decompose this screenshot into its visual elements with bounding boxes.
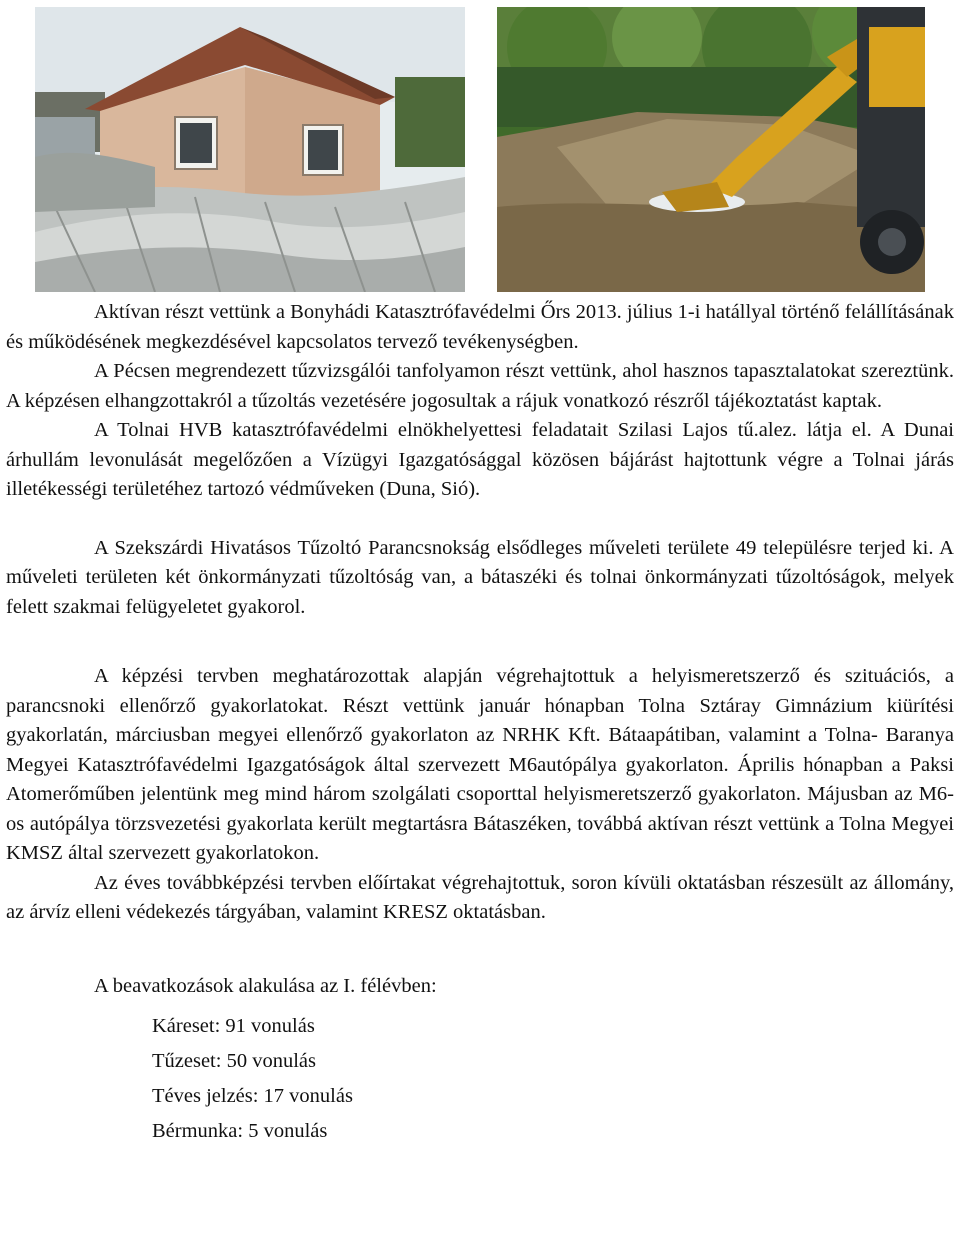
paragraph-operational-area: A Szekszárdi Hivatásos Tűzoltó Parancsnokság elsődleges műveleti területe 49 településre terjed ki. A műveleti területen két önkormányzati tűzoltóság van, a bátaszéki és tolnai önkormányzati tűzoltóságok, melyek felett szakmai felügyeletet gyakorol.	[6, 536, 954, 618]
paragraph-exercises: A képzési tervben meghatározottak alapján végrehajtottuk a helyismeretszerző és szituációs, a parancsnoki ellenőrző gyakorlatokat. Részt vettünk január hónapban Tolna Sztáray Gimnázium kiürítési gyakorlatán, márciusban megyei ellenőrző gyakorlaton az NRHK Kft. Bátaapátiban, valamint a Tolna- Baranya Megyei Katasztrófavédelmi Igazgatóságok által szervezett M6autópálya gyakorlaton. Április hónapban a Paksi Atomerőműben jelentünk meg mind három szolgálati csoporttal helyismeretszerző gyakorlaton. Májusban az M6-os autópálya törzsvezetési gyakorlata került megtartásra Bátaszéken, továbbá aktívan részt vettünk a Tolna Megyei KMSZ által szervezett gyakorlatokon.	[6, 665, 954, 864]
stats-item: Bérmunka: 5 vonulás	[152, 1120, 328, 1142]
stats-list	[152, 1009, 954, 1149]
report-body	[6, 298, 954, 1149]
paragraph-bonyhad: Aktívan részt vettünk a Bonyhádi Katasztrófavédelmi Őrs 2013. július 1-i hatállyal történő felállításának és működésének megkezdésével kapcsolatos tervező tevékenységben.	[6, 301, 954, 353]
stats-item: Káreset: 91 vonulás	[152, 1015, 315, 1037]
stats-heading: A beavatkozások alakulása az I. félévben:	[94, 974, 437, 997]
flood-river-excavator-photo	[497, 7, 925, 292]
flood-house-illustration	[35, 7, 465, 292]
flood-house-photo	[35, 7, 465, 292]
river-excavator-illustration	[497, 7, 925, 292]
stats-item: Téves jelzés: 17 vonulás	[152, 1085, 353, 1107]
paragraph-further-training: Az éves továbbképzési tervben előírtakat végrehajtottuk, soron kívüli oktatásban részesült az állomány, az árvíz elleni védekezés tárgyában, valamint KRESZ oktatásban.	[6, 871, 954, 923]
paragraph-flood-defense: A Tolnai HVB katasztrófavédelmi elnökhelyettesi feladatait Szilasi Lajos tű.alez. látja el. A Dunai árhullám levonulását megelőzően a Vízügyi Igazgatósággal közösen bájárást hajtottunk végre a Tolnai járás illetékességi területéhez tartozó védműveken (Duna, Sió).	[6, 419, 954, 500]
paragraph-training-pecs: A Pécsen megrendezett tűzvizsgálói tanfolyamon részt vettünk, ahol hasznos tapasztalatokat szereztünk. A képzésen elhangzottakról a tűzoltás vezetésére jogosultak a rájuk vonatkozó részről tájékoztatást kaptak.	[6, 360, 954, 412]
stats-item: Tűzeset: 50 vonulás	[152, 1050, 316, 1072]
